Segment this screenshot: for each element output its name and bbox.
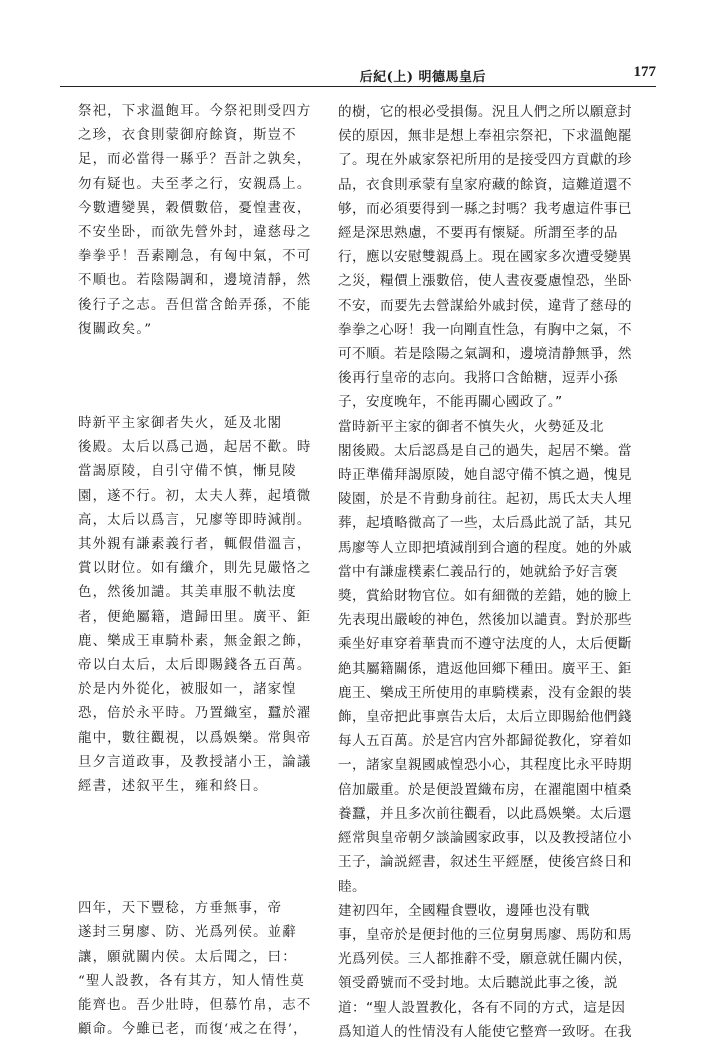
classical-paragraph-2: 時新平主家御者失火，延及北閣 後殿。太后以爲己過，起居不歡。時 當謁原陵，自引守備不慎，慚見陵 園，遂不行。初，太夫人葬，起墳微 高，太后以爲言，兄廖等即時減削。 其外親有謙素義行者，輒假借溫言， 賞以財位。如有纖介，則先見嚴恪之 色，然後加譴。其美車服不軌法度 者，便絶屬籍，遣歸田里。廣平、鉅 鹿、樂成王車騎朴素，無金銀之飾， 帝以白太后，太后即賜錢各五百萬。 於是内外從化，被服如一，諸家惶 恐，倍於永平時。乃置織室，蠶於濯 龍中，數往觀視，以爲娛樂。常與帝 旦夕言道政事，及教授諸小王，論議 經書，述叙平生，雍和終日。 — [78, 416, 312, 795]
translation-column — [338, 100, 640, 1040]
paragraph-spacer — [78, 799, 314, 897]
translation-paragraph-1: 的樹，它的根必受損傷。況且人們之所以願意封 侯的原因，無非是想上奉祖宗祭祀，下求溫飽罷 了。現在外戚家祭祀所用的是接受四方貢獻的珍 品，衣食則承蒙有皇家府藏的餘資，這難道還不 够，而必須要得到一縣之封嗎？我考慮這件事已 經是深思熟慮，不要再有懷疑。所謂至孝的品 行，應以安慰雙親爲上。現在國家多次遭受變異 之災，糧價上漲數倍，使人晝夜憂慮惶恐，坐卧 不安，而要先去營謀給外戚封侯，違背了慈母的 拳拳之心呀！我一向剛直性急，有胸中之氣，不 可不順。若是陰陽之氣調和，邊境清静無爭，然 後再行皇帝的志向。我將口含飴糖，逗弄小孫 子，安度晚年，不能再關心國政了。” — [338, 104, 632, 411]
running-title: 后紀(上) 明德馬皇后 — [359, 70, 486, 85]
running-header — [60, 64, 656, 87]
classical-text-column — [78, 100, 314, 1038]
translation-paragraph-3: 建初四年，全國糧食豐收，邊陲也没有戰 事，皇帝於是便封他的三位舅舅馬廖、馬防和馬 光爲列侯。三人都推辭不受，願意就任關内侯， 領受爵號而不受封地。太后聽説此事之後，説 道：“聖人設置教化，各有不同的方式，這是因 爲知道人的性情没有人能使它整齊一致呀。在我 — [338, 902, 632, 1040]
classical-paragraph-3: 四年，天下豐稔，方垂無事，帝 遂封三舅廖、防、光爲列侯。並辭 讓，願就關内侯。太后聞之，曰： “聖人設教，各有其方，知人情性莫 能齊也。吾少壯時，但慕竹帛，志不 顧命。今雖已老，而復‘戒之在得’， — [78, 901, 312, 1038]
page-number: 177 — [633, 64, 656, 80]
classical-paragraph-1: 祭祀，下求溫飽耳。今祭祀則受四方 之珍，衣食則蒙御府餘資，斯豈不 足，而必當得一縣乎？吾計之孰矣， 勿有疑也。夫至孝之行，安親爲上。 今數遭變異，穀價數倍，憂惶晝夜， 不安坐卧，而欲先營外封，違慈母之 拳拳乎！吾素剛急，有匈中氣，不可 不順也。若陰陽調和，邊境清靜，然 後行子之志。吾但當含飴弄孫，不能 復關政矣。” — [78, 104, 312, 337]
translation-paragraph-2: 當時新平主家的御者不慎失火，火勢延及北 閣後殿。太后認爲是自己的過失，起居不樂。當 時正準備拜謁原陵，她自認守備不慎之過，愧見 陵園，於是不肯動身前往。起初，馬氏太夫人埋 葬，起墳略微高了一些，太后爲此説了話，其兄 馬廖等人立即把墳減削到合適的程度。她的外戚 當中有謙虚樸素仁義品行的，她就給予好言褒 獎，賞給財物官位。如有細微的差錯，她的臉上 先表現出嚴峻的神色，然後加以譴責。對於那些 乘坐好車穿着華貴而不遵守法度的人，太后便斷 絶其屬籍關係，遣返他回鄉下種田。廣平王、鉅 鹿王、樂成王所使用的車騎樸素，没有金銀的裝 飾，皇帝把此事禀告太后，太后立即賜給他們錢 每人五百萬。於是宫内宫外都歸從教化，穿着如 一，諸家皇親國戚惶恐小心，其程度比永平時期 倍加嚴重。於是便設置織布房，在濯龍園中植桑 養蠶，并且多次前往觀看，以此爲娛樂。太后還 經常與皇帝朝夕談論國家政事，以及教授諸位小 王子，論説經書，叙述生平經歷，使後宫終日和 睦。 — [338, 418, 632, 895]
paragraph-spacer — [78, 342, 314, 412]
